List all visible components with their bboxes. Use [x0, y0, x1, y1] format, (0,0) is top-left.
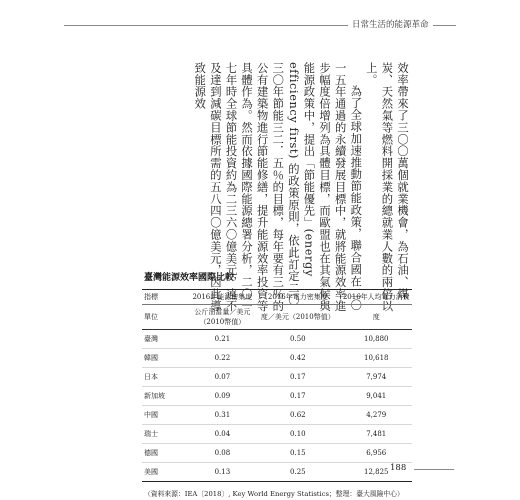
- value-cell: 10,618: [340, 349, 412, 368]
- running-head-title: 日常生活的能源革命: [348, 18, 433, 30]
- value-cell: 0.09: [190, 387, 256, 406]
- value-cell: 0.22: [190, 349, 256, 368]
- efficiency-table: [142, 289, 412, 482]
- value-cell: 0.07: [190, 368, 256, 387]
- unit-cell: 單位: [142, 305, 190, 330]
- value-cell: 0.17: [255, 368, 340, 387]
- header-cell: 2016年電力密集度: [255, 290, 340, 305]
- value-cell: 0.13: [214, 468, 231, 476]
- body-paragraph-2: 為了全球加速推動節能政策，聯合國在二〇一五年通過的永續發展目標中，就將能源效率進步幅度倍增列為具體目標，而歐盟也在其氣候與能源政策中，提出「節能優先」(energy efficiency first) 的政策原則，依此訂定二〇三〇年節能三二．五％的目標，每年要有三％的公有建築物進行節能修繕，提升能源效率投資等具體作為。然而依據國際能源總署分析，二〇一七年時全球節能投資約為二三六〇億美元，遠不及達到減碳目標所需的五八四〇億美元，因此導致能源效: [193, 62, 363, 312]
- value-cell: 0.17: [255, 387, 340, 406]
- value-cell: 0.04: [190, 425, 256, 444]
- country-cell: 中國: [142, 406, 190, 425]
- country-cell: 臺灣: [142, 330, 190, 349]
- unit-cell: 公斤油當量／美元（2010幣值）: [190, 305, 256, 330]
- table-row: [142, 425, 412, 444]
- value-cell: 9,041: [340, 387, 412, 406]
- table-row: [142, 330, 412, 349]
- country-cell: 韓國: [142, 349, 190, 368]
- unit-cell: 度: [340, 305, 412, 330]
- country-cell: 日本: [142, 368, 190, 387]
- page-number: 188: [390, 463, 407, 473]
- header-cell: 2016年能源密集度: [190, 290, 256, 305]
- efficiency-table-block: [142, 270, 412, 498]
- value-cell: 4,279: [340, 406, 412, 425]
- table-row: [142, 387, 412, 406]
- header-cell: 指標: [142, 290, 190, 305]
- value-cell: 0.21: [190, 330, 256, 349]
- country-cell: 美國: [144, 468, 158, 476]
- table-caption: 臺灣能源效率國際比較: [144, 273, 235, 283]
- table-row: [142, 368, 412, 387]
- value-cell: 0.25: [290, 468, 306, 476]
- table-unit-row: [142, 305, 412, 330]
- running-header: [0, 14, 520, 36]
- country-cell: 瑞士: [142, 425, 190, 444]
- table-row: [142, 349, 412, 368]
- value-cell: 0.15: [255, 444, 340, 463]
- unit-cell: 度／美元（2010幣值）: [255, 305, 340, 330]
- table-row: [142, 406, 412, 425]
- table-header-row: [142, 290, 412, 305]
- value-cell: 0.50: [255, 330, 340, 349]
- value-cell: 0.31: [190, 406, 256, 425]
- table-source-note: （資料來源：IEA〔2018〕, Key World Energy Statistics；整理：臺大風險中心）: [144, 490, 404, 498]
- value-cell: 10,880: [340, 330, 412, 349]
- value-cell: 6,956: [340, 444, 412, 463]
- value-cell: 0.62: [255, 406, 340, 425]
- value-cell: 12,825: [363, 468, 389, 476]
- value-cell: 7,481: [340, 425, 412, 444]
- table-row: [142, 463, 412, 482]
- page-number-rule: [414, 469, 454, 470]
- value-cell: 0.42: [255, 349, 340, 368]
- body-paragraph-1: 效率帶來了三〇〇萬個就業機會，為石油、煤炭、天然氣等燃料開採業的總就業人數的兩倍以上。: [364, 62, 409, 312]
- value-cell: 7,974: [340, 368, 412, 387]
- country-cell: 德國: [142, 444, 190, 463]
- header-cell: 2016年人均電力消費: [340, 290, 412, 305]
- value-cell: 0.10: [255, 425, 340, 444]
- country-cell: 新加坡: [142, 387, 190, 406]
- table-row: [142, 444, 412, 463]
- value-cell: 0.08: [190, 444, 256, 463]
